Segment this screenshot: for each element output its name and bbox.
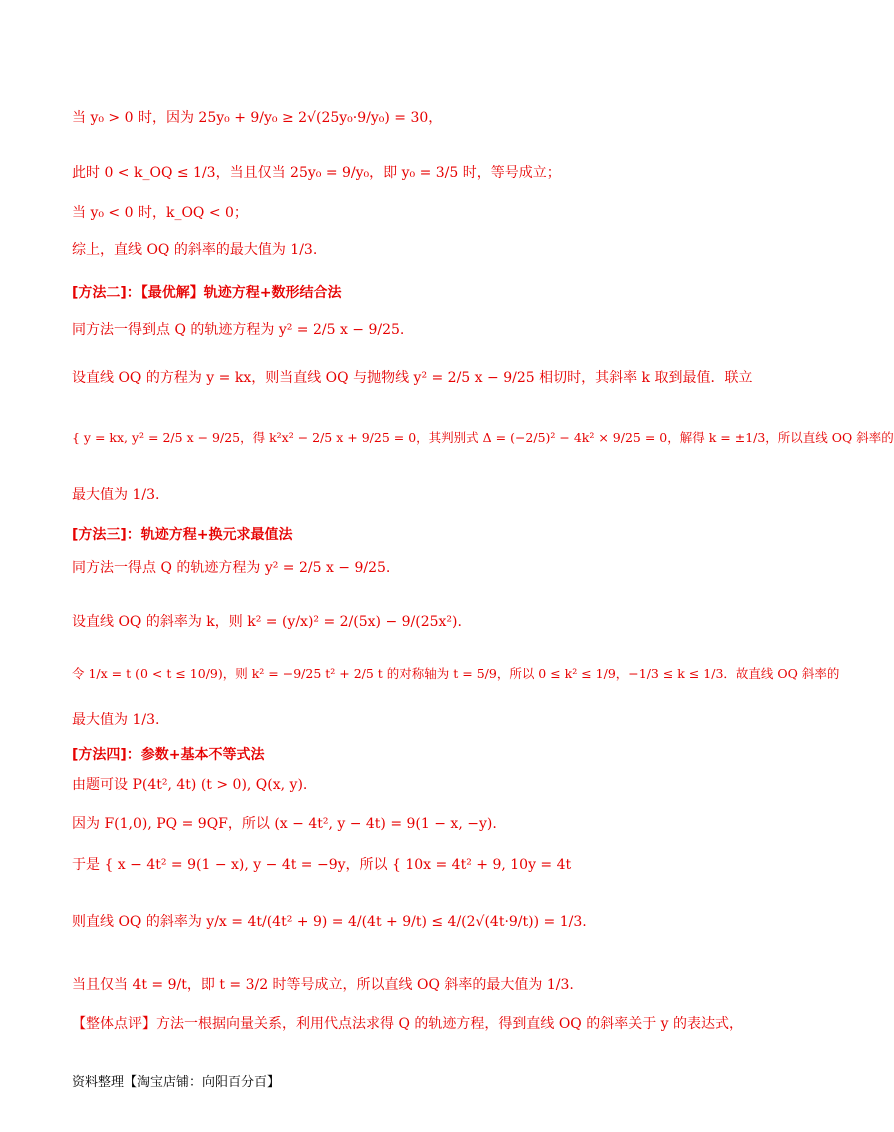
text-line: 由题可设 P(4t², 4t) (t > 0), Q(x, y). — [72, 777, 308, 793]
section-heading: [方法二]：【最优解】轨迹方程+数形结合法 — [72, 285, 342, 301]
text-line: 综上，直线 OQ 的斜率的最大值为 1/3. — [72, 242, 318, 258]
section-heading: [方法三]：轨迹方程+换元求最值法 — [72, 527, 293, 543]
text-line: 此时 0 < k_OQ ≤ 1/3，当且仅当 25y₀ = 9/y₀，即 y₀ = 3/5 时，等号成立； — [72, 165, 561, 181]
footer-credit: 资料整理【淘宝店铺：向阳百分百】 — [72, 1075, 281, 1090]
text-line: 因为 F(1,0), PQ = 9QF，所以 (x − 4t², y − 4t) = 9(1 − x, −y). — [72, 816, 497, 832]
text-line: 当 y₀ < 0 时，k_OQ < 0； — [72, 205, 248, 221]
text-line: 当 y₀ > 0 时，因为 25y₀ + 9/y₀ ≥ 2√(25y₀·9/y₀) = 30， — [72, 110, 443, 126]
text-line: 最大值为 1/3. — [72, 487, 160, 503]
section-heading: [方法四]：参数+基本不等式法 — [72, 747, 265, 763]
text-line: 则直线 OQ 的斜率为 y/x = 4t/(4t² + 9) = 4/(4t + 9/t) ≤ 4/(2√(4t·9/t)) = 1/3. — [72, 914, 587, 930]
text-line: 于是 { x − 4t² = 9(1 − x), y − 4t = −9y，所以 { 10x = 4t² + 9, 10y = 4t — [72, 857, 572, 873]
text-line: 令 1/x = t (0 < t ≤ 10/9)，则 k² = −9/25 t² + 2/5 t 的对称轴为 t = 5/9，所以 0 ≤ k² ≤ 1/9，−1/3 ≤ k ≤ 1/3．故直线 OQ 斜率的 — [72, 666, 840, 681]
text-line: 当且仅当 4t = 9/t，即 t = 3/2 时等号成立，所以直线 OQ 斜率的最大值为 1/3. — [72, 977, 574, 993]
text-line: 【整体点评】方法一根据向量关系，利用代点法求得 Q 的轨迹方程，得到直线 OQ 的斜率关于 y 的表达式， — [72, 1016, 744, 1032]
text-line: 设直线 OQ 的斜率为 k，则 k² = (y/x)² = 2/(5x) − 9/(25x²). — [72, 614, 462, 630]
text-line: 同方法一得到点 Q 的轨迹方程为 y² = 2/5 x − 9/25. — [72, 322, 405, 338]
text-line: 最大值为 1/3. — [72, 712, 160, 728]
text-line: 同方法一得点 Q 的轨迹方程为 y² = 2/5 x − 9/25. — [72, 560, 391, 576]
text-line: 设直线 OQ 的方程为 y = kx，则当直线 OQ 与抛物线 y² = 2/5 x − 9/25 相切时，其斜率 k 取到最值．联立 — [72, 370, 753, 386]
text-line: { y = kx, y² = 2/5 x − 9/25，得 k²x² − 2/5 x + 9/25 = 0，其判别式 Δ = (−2/5)² − 4k² × 9/25 = 0，解得 k = ±1/3，所以直线 OQ 斜率的 — [72, 430, 894, 445]
